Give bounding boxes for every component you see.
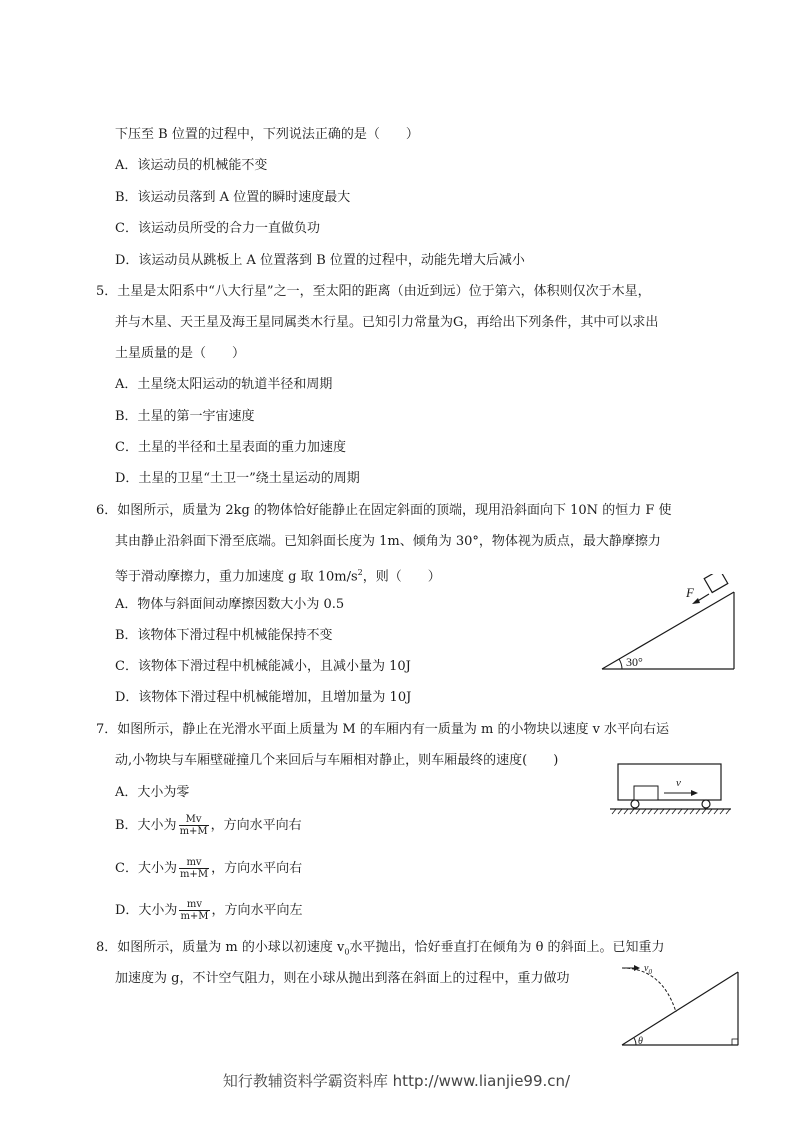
- q4-option-d: D．该运动员从跳板上 A 位置落到 B 位置的过程中，动能先增大后减小: [115, 253, 525, 268]
- q7-option-c: C．大小为 $\frac{mv}{m+M}$ ，方向水平向右: [115, 857, 303, 880]
- projectile-incline-figure: [614, 960, 744, 1050]
- q5-option-c: C．土星的半径和土星表面的重力加速度: [115, 440, 346, 455]
- q5-stem-line3: 土星质量的是（ ）: [115, 346, 246, 361]
- q6-option-d: D．该物体下滑过程中机械能增加，且增加量为 10J: [115, 690, 412, 705]
- q5-option-a: A．土星绕太阳运动的轨道半径和周期: [115, 377, 333, 392]
- q6-stem-line2: 其由静止沿斜面下滑至底端。已知斜面长度为 1m、倾角为 30°，物体视为质点，最大静摩擦力: [115, 534, 661, 549]
- q6-option-a: A．物体与斜面间动摩擦因数大小为 0.5: [115, 597, 345, 612]
- q4-stem-continued: 下压至 B 位置的过程中，下列说法正确的是（ ）: [115, 127, 419, 142]
- q8-stem-line2: 加速度为 g，不计空气阻力，则在小球从抛出到落在斜面上的过程中，重力做功: [115, 971, 570, 986]
- angle-label: 30°: [626, 655, 643, 669]
- initial-velocity-label: $v_0$: [644, 963, 652, 976]
- q7-option-a: A．大小为零: [115, 785, 190, 800]
- theta-label: θ: [638, 1036, 643, 1047]
- q4-option-b: B．该运动员落到 A 位置的瞬时速度最大: [115, 190, 351, 205]
- velocity-label: v: [676, 777, 681, 789]
- q5-stem-line2: 并与木星、天王星及海王星同属类木行星。已知引力常量为G，再给出下列条件，其中可以求出: [115, 315, 659, 330]
- q7-option-d: D．大小为 $\frac{mv}{m+M}$ ，方向水平向左: [115, 899, 303, 922]
- cart-block-figure: [608, 758, 733, 816]
- q4-option-c: C．该运动员所受的合力一直做负功: [115, 221, 320, 236]
- q8-stem-line1: 8．如图所示，质量为 m 的小球以初速度 $v_0$水平抛出，恰好垂直打在倾角为 θ 的斜面上。已知重力: [96, 940, 665, 957]
- q7-stem-line1: 7．如图所示，静止在光滑水平面上质量为 M 的车厢内有一质量为 m 的小物块以速度 v 水平向右运: [96, 722, 670, 737]
- q6-stem-line1: 6．如图所示，质量为 2kg 的物体恰好能静止在固定斜面的顶端，现用沿斜面向下 10N 的恒力 F 使: [96, 503, 672, 518]
- q4-option-a: A．该运动员的机械能不变: [115, 158, 268, 173]
- force-label: F: [686, 585, 694, 600]
- footer-watermark: 知行教辅资料学霸资料库 http://www.lianjie99.cn/: [222, 1072, 571, 1090]
- incline-block-figure: [596, 574, 741, 674]
- q7-option-b: B．大小为 $\frac{Mv}{m+M}$ ，方向水平向右: [115, 814, 302, 837]
- q6-option-b: B．该物体下滑过程中机械能保持不变: [115, 628, 333, 643]
- q5-option-b: B．土星的第一宇宙速度: [115, 409, 255, 424]
- q6-stem-line3: 等于滑动摩擦力，重力加速度 g 取 $10m/s^2$，则（ ）: [115, 568, 441, 585]
- fraction-c: $\frac{mv}{m+M}$: [179, 857, 209, 880]
- fraction-b: $\frac{Mv}{m+M}$: [179, 814, 208, 837]
- q6-option-c: C．该物体下滑过程中机械能减小，且减小量为 10J: [115, 659, 411, 674]
- q5-stem-line1: 5．土星是太阳系中“八大行星”之一，至太阳的距离（由近到远）位于第六，体积则仅次于木星，: [96, 284, 651, 299]
- q5-option-d: D．土星的卫星“土卫一”绕土星运动的周期: [115, 471, 360, 486]
- q7-stem-line2: 动,小物块与车厢壁碰撞几个来回后与车厢相对静止，则车厢最终的速度( ): [115, 753, 559, 768]
- fraction-d: $\frac{mv}{m+M}$: [180, 899, 209, 922]
